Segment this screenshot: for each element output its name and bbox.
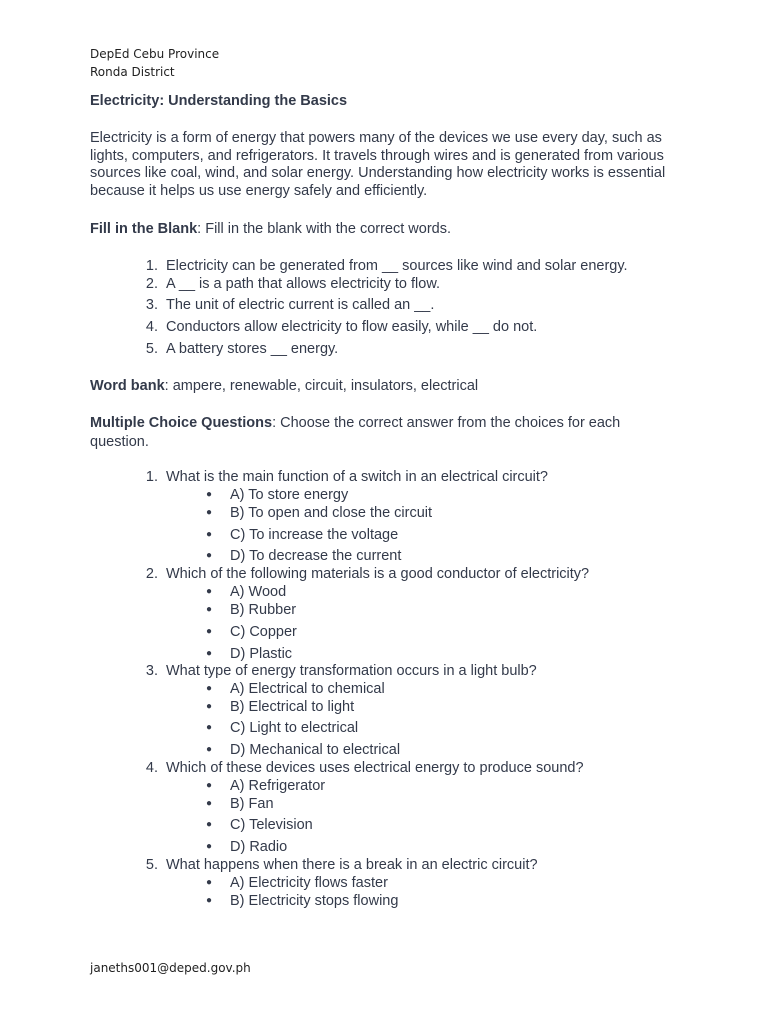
- bullet-icon: ●: [206, 604, 213, 615]
- bullet-icon: ●: [206, 507, 213, 518]
- header-district: Ronda District: [90, 65, 175, 79]
- bullet-icon: ●: [206, 722, 213, 733]
- bullet-icon: ●: [206, 550, 213, 561]
- bullet-icon: ●: [206, 586, 213, 597]
- bullet-icon: ●: [206, 780, 213, 791]
- footer-email: janeths001@deped.gov.ph: [90, 961, 251, 975]
- bullet-icon: ●: [206, 529, 213, 540]
- word-bank-label: Word bank: [90, 378, 165, 394]
- fill-blank-instruction: : Fill in the blank with the correct words.: [197, 221, 452, 237]
- bullet-icon: ●: [206, 798, 213, 809]
- mcq-heading: [90, 414, 680, 451]
- mcq-label: Multiple Choice Questions: [90, 415, 273, 431]
- bullet-icon: ●: [206, 683, 213, 694]
- intro-paragraph: Electricity is a form of energy that powers many of the devices we use every day, such as lights, computers, and refrigerators. It travels through wires and is generated from various sources like coal, wind, and solar energy. Understanding how electricity works is essential because it helps us use energy safely and efficiently.: [90, 130, 666, 199]
- bullet-icon: ●: [206, 489, 213, 500]
- bullet-icon: ●: [206, 701, 213, 712]
- mcq-instruction: : Choose the correct answer from the choices for each question.: [90, 415, 621, 450]
- bullet-icon: ●: [206, 744, 213, 755]
- document-page: DepEd Cebu Province Ronda District Electricity: Understanding the Basics Electricity is a form of energy that powers many of the devices we use every day, such as lights, computers, and refrigerators. It travels through wires and is generated from various sources like coal, wind, and solar energy. Understanding how electricity works is essential because it helps us use energy safely and efficiently. Fill in the Blank: Fill in the blank with the correct words. 1. Electricity can be generated from __ sources like wind and solar energy. 2. A __ is a path that allows electricity to flow. 3. The unit of electric current is called an __. 4. Conductors allow electricity to flow easily, while __ do not. 5. A battery stores __ energy. Word bank: ampere, renewable, circuit, insulators, electrical Multiple Choice Questions: Choose the correct answer from the choices for each question. 1. What is the main function of a switch in an electrical circuit? ● A) To store energy ● B) To open and close the circuit ● C) To increase the voltage ● D) To decrease the current 2. Which of the following materials is a good conductor of electricity? ● A) Wood ● B) Rubber ● C) Copper ● D) Plastic 3. What type of energy transformation occurs in a light bulb? ● A) Electrical to chemical ● B) Electrical to light ● C) Light to electrical ● D) Mechanical to electrical 4. Which of these devices uses electrical energy to produce sound? ● A) Refrigerator ● B) Fan ● C) Television ● D) Radio 5. What happens when there is a break in an electric circuit? ● A) Electricity flows faster ● B) Electricity stops flowing janeths001@deped.gov.ph: [0, 0, 768, 1024]
- bullet-icon: ●: [206, 626, 213, 637]
- bullet-icon: ●: [206, 895, 213, 906]
- header-province: DepEd Cebu Province: [90, 47, 220, 61]
- bullet-icon: ●: [206, 877, 213, 888]
- word-bank-words: : ampere, renewable, circuit, insulators, electrical: [164, 378, 479, 394]
- bullet-icon: ●: [206, 841, 213, 852]
- bullet-icon: ●: [206, 819, 213, 830]
- word-bank: [90, 377, 680, 395]
- fill-blank-heading: [90, 220, 680, 238]
- fill-blank-label: Fill in the Blank: [90, 221, 198, 237]
- document-header: [90, 45, 219, 81]
- page-title: Electricity: Understanding the Basics: [90, 93, 348, 109]
- bullet-icon: ●: [206, 648, 213, 659]
